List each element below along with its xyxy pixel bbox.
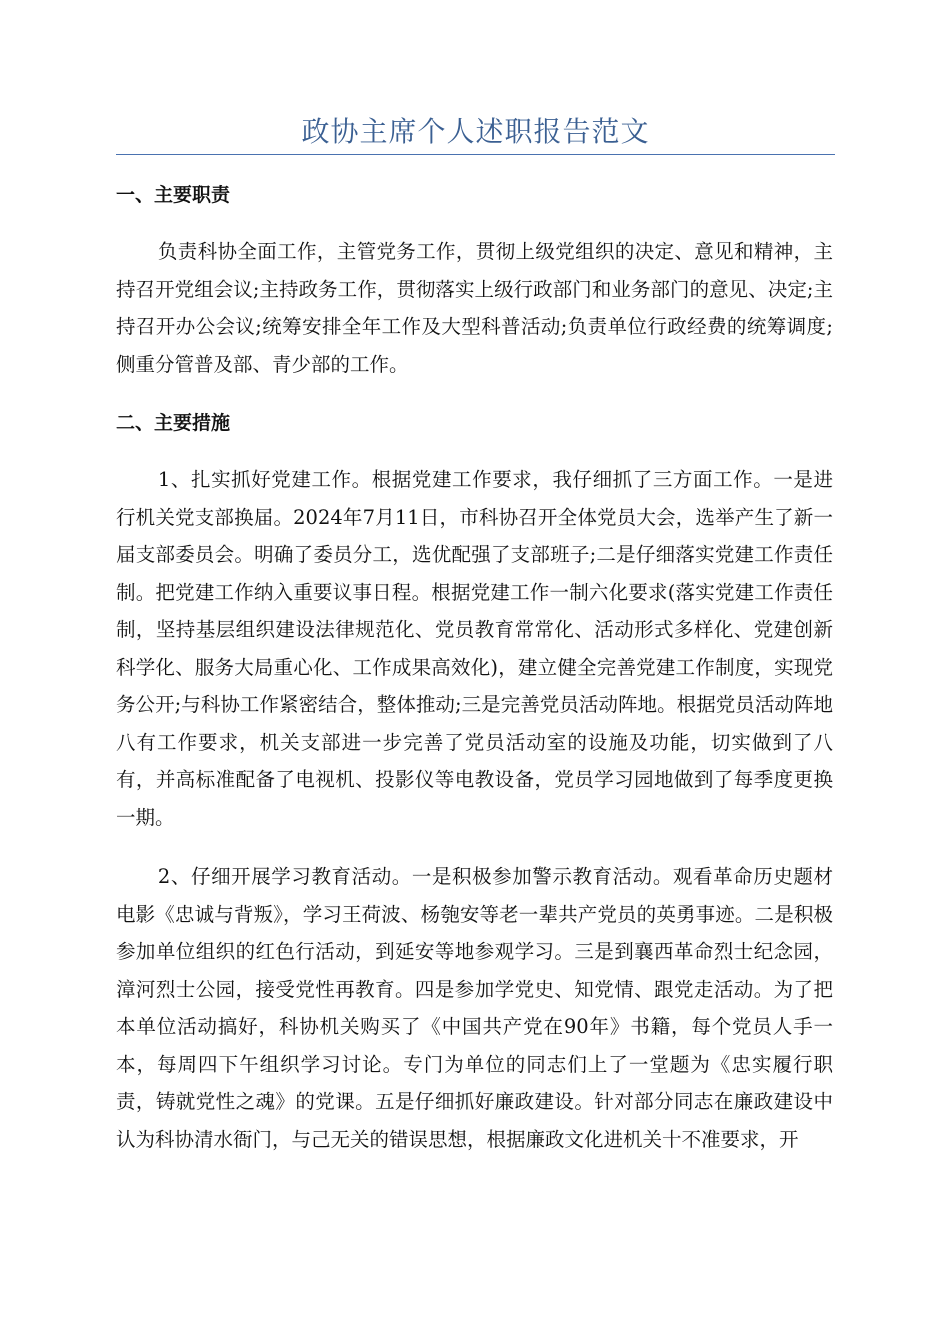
paragraph-party-building: 1、扎实抓好党建工作。根据党建工作要求，我仔细抓了三方面工作。一是进行机关党支部换届。2024年7月11日，市科协召开全体党员大会，选举产生了新一届支部委员会。明确了委员分工，选优配强了支部班子;二是仔细落实党建工作责任制。把党建工作纳入重要议事日程。根据党建工作一制六化要求(落实党建工作责任制，坚持基层组织建设法律规范化、党员教育常常化、活动形式多样化、党建创新科学化、服务大局重心化、工作成果高效化)，建立健全完善党建工作制度，实现党务公开;与科协工作紧密结合，整体推动;三是完善党员活动阵地。根据党员活动阵地八有工作要求，机关支部进一步完善了党员活动室的设施及功能，切实做到了八有，并高标准配备了电视机、投影仪等电教设备，党员学习园地做到了每季度更换一期。 <box>116 468 833 829</box>
section-heading-duties: 一、主要职责 <box>116 184 231 206</box>
title-underline <box>116 154 835 155</box>
section-heading-measures: 二、主要措施 <box>116 412 231 434</box>
document-title: 政协主席个人述职报告范文 <box>301 115 650 148</box>
paragraph-duties: 负责科协全面工作，主管党务工作，贯彻上级党组织的决定、意见和精神，主持召开党组会议;主持政务工作，贯彻落实上级行政部门和业务部门的意见、决定;主持召开办公会议;统筹安排全年工作及大型科普活动;负责单位行政经费的统筹调度;侧重分管普及部、青少部的工作。 <box>116 240 833 376</box>
paragraph-study-education: 2、仔细开展学习教育活动。一是积极参加警示教育活动。观看革命历史题材电影《忠诚与背叛》，学习王荷波、杨匏安等老一辈共产党员的英勇事迹。二是积极参加单位组织的红色行活动，到延安等地参观学习。三是到襄西革命烈士纪念园，漳河烈士公园，接受党性再教育。四是参加学党史、知党情、跟党走活动。为了把本单位活动搞好，科协机关购买了《中国共产党在90年》书籍，每个党员人手一本，每周四下午组织学习讨论。专门为单位的同志们上了一堂题为《忠实履行职责，铸就党性之魂》的党课。五是仔细抓好廉政建设。针对部分同志在廉政建设中认为科协清水衙门，与己无关的错误思想，根据廉政文化进机关十不准要求，开 <box>116 865 833 1151</box>
document-body <box>116 177 833 1180</box>
